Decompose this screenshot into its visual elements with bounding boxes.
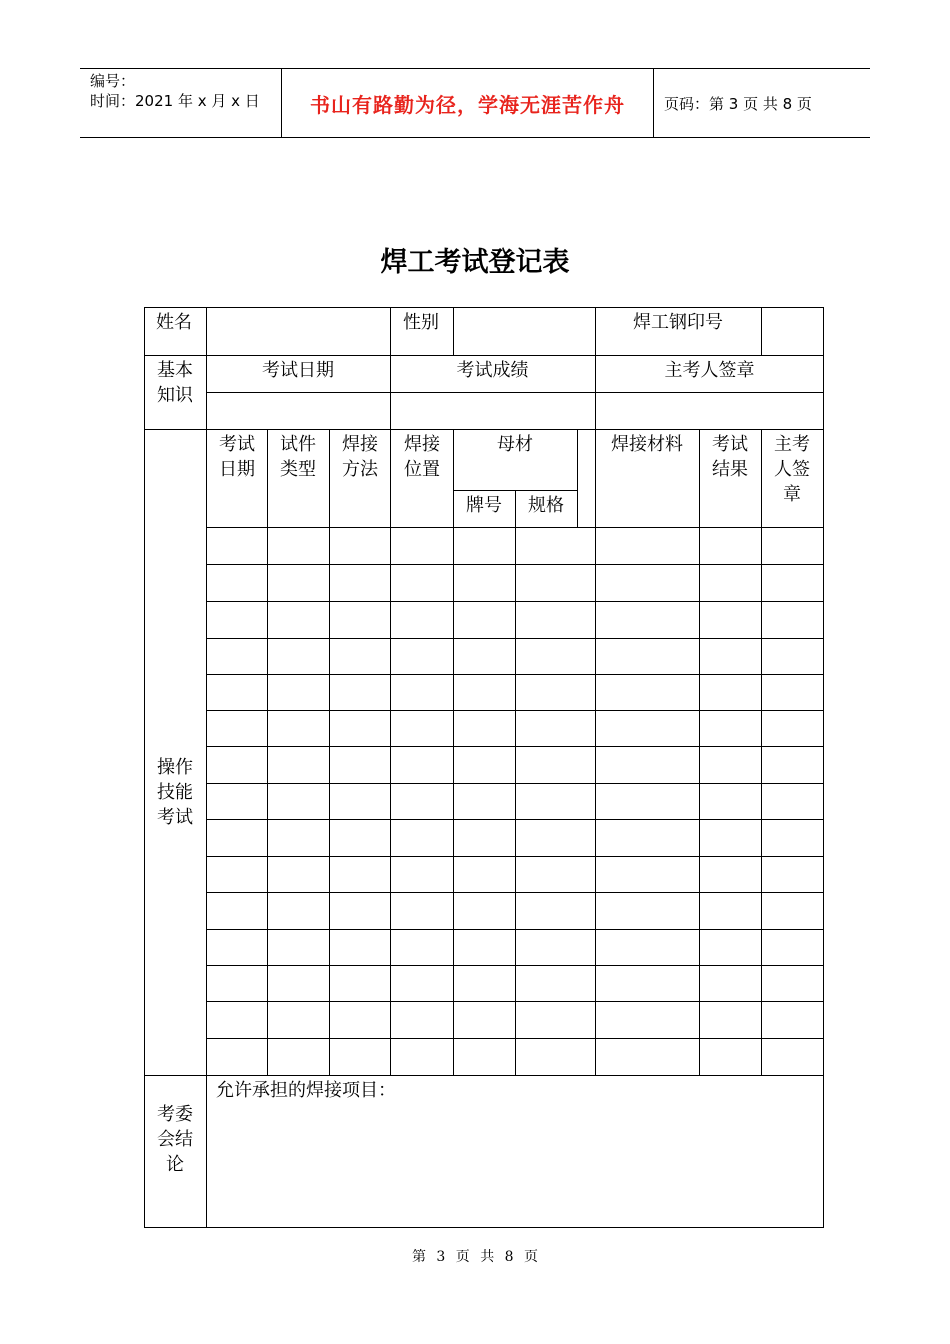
grid-line xyxy=(699,429,700,1075)
grid-line xyxy=(390,429,391,1075)
grid-line xyxy=(206,1001,824,1002)
grid-line xyxy=(206,965,824,966)
basic-knowledge-label: 基本知识 xyxy=(157,360,193,406)
stamp-no-label: 焊工钢印号 xyxy=(633,312,723,333)
grid-line xyxy=(206,746,824,747)
grid-line xyxy=(453,307,454,355)
grid-line xyxy=(206,674,824,675)
grid-line xyxy=(206,392,824,393)
col-weld-method: 焊接方法 xyxy=(342,434,378,480)
time-label: 时间：2021 年 x 月 x 日 xyxy=(90,92,260,110)
header-page-info: 页码：第 3 页 共 8 页 xyxy=(664,94,812,113)
grid-line xyxy=(206,527,824,528)
col-exam-result: 考试结果 xyxy=(712,434,748,480)
grid-line xyxy=(761,307,762,355)
allowed-items-label: 允许承担的焊接项目： xyxy=(216,1080,396,1101)
col-grade: 牌号 xyxy=(466,495,502,516)
grid-line xyxy=(206,783,824,784)
grid-line xyxy=(206,564,824,565)
grid-line xyxy=(577,429,578,527)
grid-line xyxy=(453,429,454,1075)
col-specimen-type: 试件类型 xyxy=(280,434,316,480)
grid-line xyxy=(206,638,824,639)
grid-line xyxy=(267,429,268,1075)
page-footer: 第 3 页 共 8 页 xyxy=(411,1249,539,1265)
grid-line xyxy=(206,892,824,893)
grid-line xyxy=(206,819,824,820)
grid-line xyxy=(206,856,824,857)
exam-score-label: 考试成绩 xyxy=(456,360,529,381)
grid-line xyxy=(329,429,330,1075)
gender-label: 性别 xyxy=(403,312,439,333)
page-title: 焊工考试登记表 xyxy=(380,247,570,278)
grid-line xyxy=(206,601,824,602)
number-label: 编号： xyxy=(90,72,136,90)
grid-line xyxy=(390,307,391,355)
col-examiner-sign: 主考人签章 xyxy=(774,434,810,505)
committee-label: 考委会结论 xyxy=(157,1104,193,1175)
grid-line xyxy=(144,1227,824,1228)
grid-line xyxy=(206,929,824,930)
skills-section-label: 操作技能考试 xyxy=(157,757,193,828)
grid-line xyxy=(823,307,824,1228)
col-exam-date: 考试日期 xyxy=(219,434,255,480)
name-label: 姓名 xyxy=(156,312,192,333)
grid-line xyxy=(206,1038,824,1039)
grid-line xyxy=(144,355,824,356)
examiner-sign-label: 主考人签章 xyxy=(664,360,755,381)
header-motto: 书山有路勤为径，学海无涯苦作舟 xyxy=(282,69,654,137)
grid-line xyxy=(144,429,824,430)
col-spec: 规格 xyxy=(528,495,564,516)
grid-line xyxy=(761,429,762,1075)
col-weld-material: 焊接材料 xyxy=(611,434,683,455)
col-weld-position: 焊接位置 xyxy=(404,434,440,480)
grid-line xyxy=(144,307,824,308)
grid-line xyxy=(144,1075,824,1076)
col-base-metal: 母材 xyxy=(497,434,533,455)
grid-line xyxy=(206,710,824,711)
exam-date-label: 考试日期 xyxy=(262,360,334,381)
grid-line xyxy=(595,429,596,1075)
